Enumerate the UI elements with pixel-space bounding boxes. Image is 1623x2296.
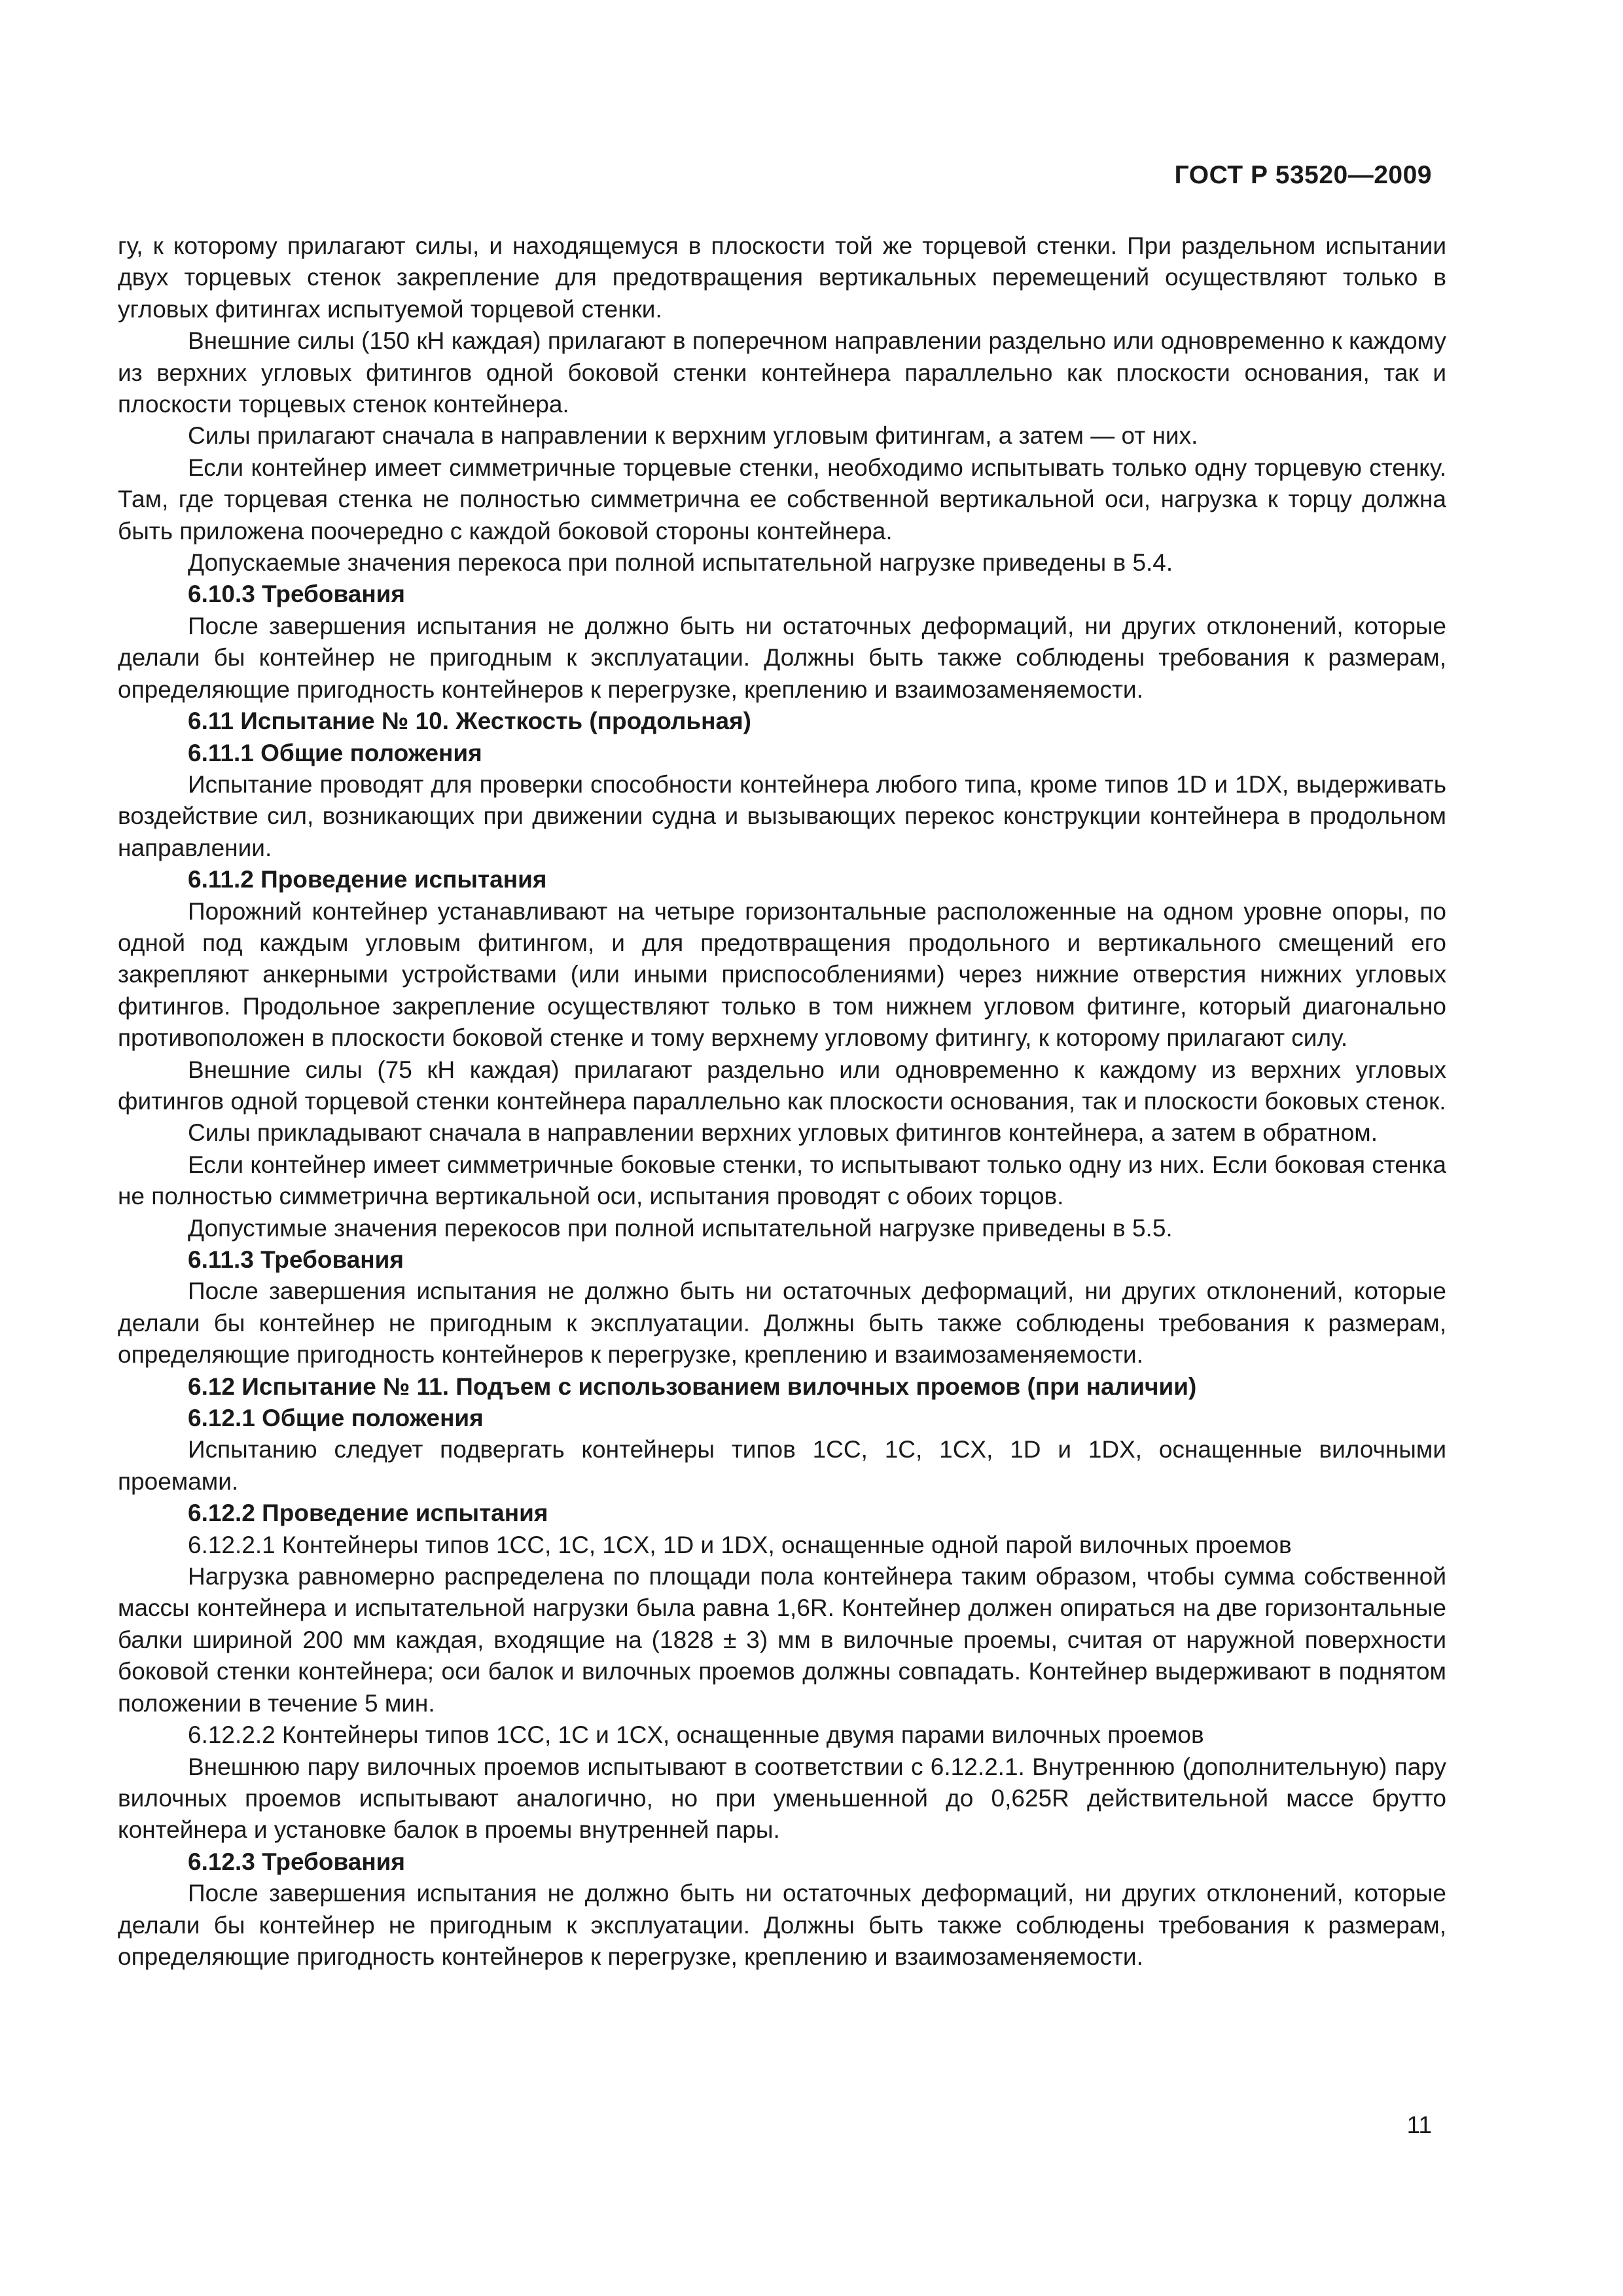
page-number: 11 [1406, 2111, 1432, 2138]
section-heading: 6.10.3 Требования [188, 581, 406, 608]
paragraph: 6.12.2.1 Контейнеры типов 1CC, 1C, 1CX, 1D и 1DX, оснащенные одной парой вилочных проемов [188, 1531, 1292, 1558]
paragraph: Силы прилагают сначала в направлении к верхним угловым фитингам, а затем — от них. [188, 422, 1198, 450]
paragraph: 6.12.2.2 Контейнеры типов 1CC, 1C и 1CX, оснащенные двумя парами вилочных проемов [188, 1721, 1204, 1749]
section-heading: 6.11.1 Общие положения [188, 739, 482, 766]
section-heading: 6.11.3 Требования [188, 1246, 404, 1273]
paragraph: Допустимые значения перекосов при полной испытательной нагрузке приведены в 5.5. [188, 1214, 1173, 1242]
paragraph: Если контейнер имеет симметричные торцевые стенки, необходимо испытывать только одну торцевую стенку. Там, где торцевая стенка не полностью симметрична ее собственной вертикальной оси, нагрузка к торцу должна быть приложена поочередно с каждой боковой стороны контейнера. [118, 454, 1446, 545]
paragraph: Допускаемые значения перекоса при полной испытательной нагрузке приведены в 5.4. [188, 549, 1173, 577]
section-heading: 6.12.1 Общие положения [188, 1405, 484, 1432]
paragraph: гу, к которому прилагают силы, и находящемуся в плоскости той же торцевой стенки. При раздельном испытании двух торцевых стенок закрепление для предотвращения вертикальных перемещений осуществляют только в угловых фитингах испытуемой торцевой стенки. [118, 232, 1446, 323]
section-heading: 6.11.2 Проведение испытания [188, 866, 547, 893]
paragraph: После завершения испытания не должно быть ни остаточных деформаций, ни других отклонений, которые делали бы контейнер не пригодным к эксплуатации. Должны быть также соблюдены требования к размерам, определяющие пригодность контейнеров к перегрузке, креплению и взаимозаменяемости. [118, 612, 1446, 703]
paragraph: Силы прикладывают сначала в направлении верхних угловых фитингов контейнера, а затем в обратном. [188, 1119, 1378, 1147]
section-heading: 6.12.2 Проведение испытания [188, 1499, 548, 1527]
paragraph: Внешние силы (75 кН каждая) прилагают раздельно или одновременно к каждому из верхних угловых фитингов одной торцевой стенки контейнера параллельно как плоскости основания, так и плоскости боковых стенок. [118, 1056, 1446, 1115]
section-heading: 6.12 Испытание № 11. Подъем с использованием вилочных проемов (при наличии) [188, 1372, 1197, 1400]
paragraph: Если контейнер имеет симметричные боковые стенки, то испытывают только одну из них. Если боковая стенка не полностью симметрична вертикальной оси, испытания проводят с обоих торцов. [118, 1151, 1446, 1210]
paragraph: Внешние силы (150 кН каждая) прилагают в поперечном направлении раздельно или одновременно к каждому из верхних угловых фитингов одной боковой стенки контейнера параллельно как плоскости основания, так и плоскости торцевых стенок контейнера. [118, 327, 1446, 418]
paragraph: Нагрузка равномерно распределена по площади пола контейнера таким образом, чтобы сумма собственной массы контейнера и испытательной нагрузки была равна 1,6R. Контейнер должен опираться на две горизонтальные балки шириной 200 мм каждая, входящие на (1828 ± 3) мм в вилочные проемы, считая от наружной поверхности боковой стенки контейнера; оси балок и вилочных проемов должны совпадать. Контейнер выдерживают в поднятом положении в течение 5 мин. [118, 1563, 1446, 1717]
paragraph: Испытание проводят для проверки способности контейнера любого типа, кроме типов 1D и 1DX, выдерживать воздействие сил, возникающих при движении судна и вызывающих перекос конструкции контейнера в продольном направлении. [118, 770, 1446, 861]
section-heading: 6.12.3 Требования [188, 1848, 406, 1875]
document-body [118, 230, 1446, 1973]
paragraph: После завершения испытания не должно быть ни остаточных деформаций, ни других отклонений, которые делали бы контейнер не пригодным к эксплуатации. Должны быть также соблюдены требования к размерам, определяющие пригодность контейнеров к перегрузке, креплению и взаимозаменяемости. [118, 1880, 1446, 1970]
paragraph: Внешнюю пару вилочных проемов испытывают в соответствии с 6.12.2.1. Внутреннюю (дополнительную) пару вилочных проемов испытывают аналогично, но при уменьшенной до 0,625R действительной массе брутто контейнера и установке балок в проемы внутренней пары. [118, 1753, 1446, 1844]
paragraph: Порожний контейнер устанавливают на четыре горизонтальные расположенные на одном уровне опоры, по одной под каждым угловым фитингом, и для предотвращения продольного и вертикального смещений его закрепляют анкерными устройствами (или иными приспособлениями) через нижние отверстия нижних угловых фитингов. Продольное закрепление осуществляют только в том нижнем угловом фитинге, который диагонально противоположен в плоскости боковой стенке и тому верхнему угловому фитингу, к которому прилагают силу. [118, 897, 1446, 1052]
paragraph: Испытанию следует подвергать контейнеры типов 1CC, 1C, 1CX, 1D и 1DX, оснащенные вилочными проемами. [118, 1436, 1446, 1495]
document-id-header: ГОСТ Р 53520—2009 [1174, 161, 1432, 189]
section-heading: 6.11 Испытание № 10. Жесткость (продольная) [188, 708, 751, 735]
paragraph: После завершения испытания не должно быть ни остаточных деформаций, ни других отклонений, которые делали бы контейнер не пригодным к эксплуатации. Должны быть также соблюдены требования к размерам, определяющие пригодность контейнеров к перегрузке, креплению и взаимозаменяемости. [118, 1278, 1446, 1369]
